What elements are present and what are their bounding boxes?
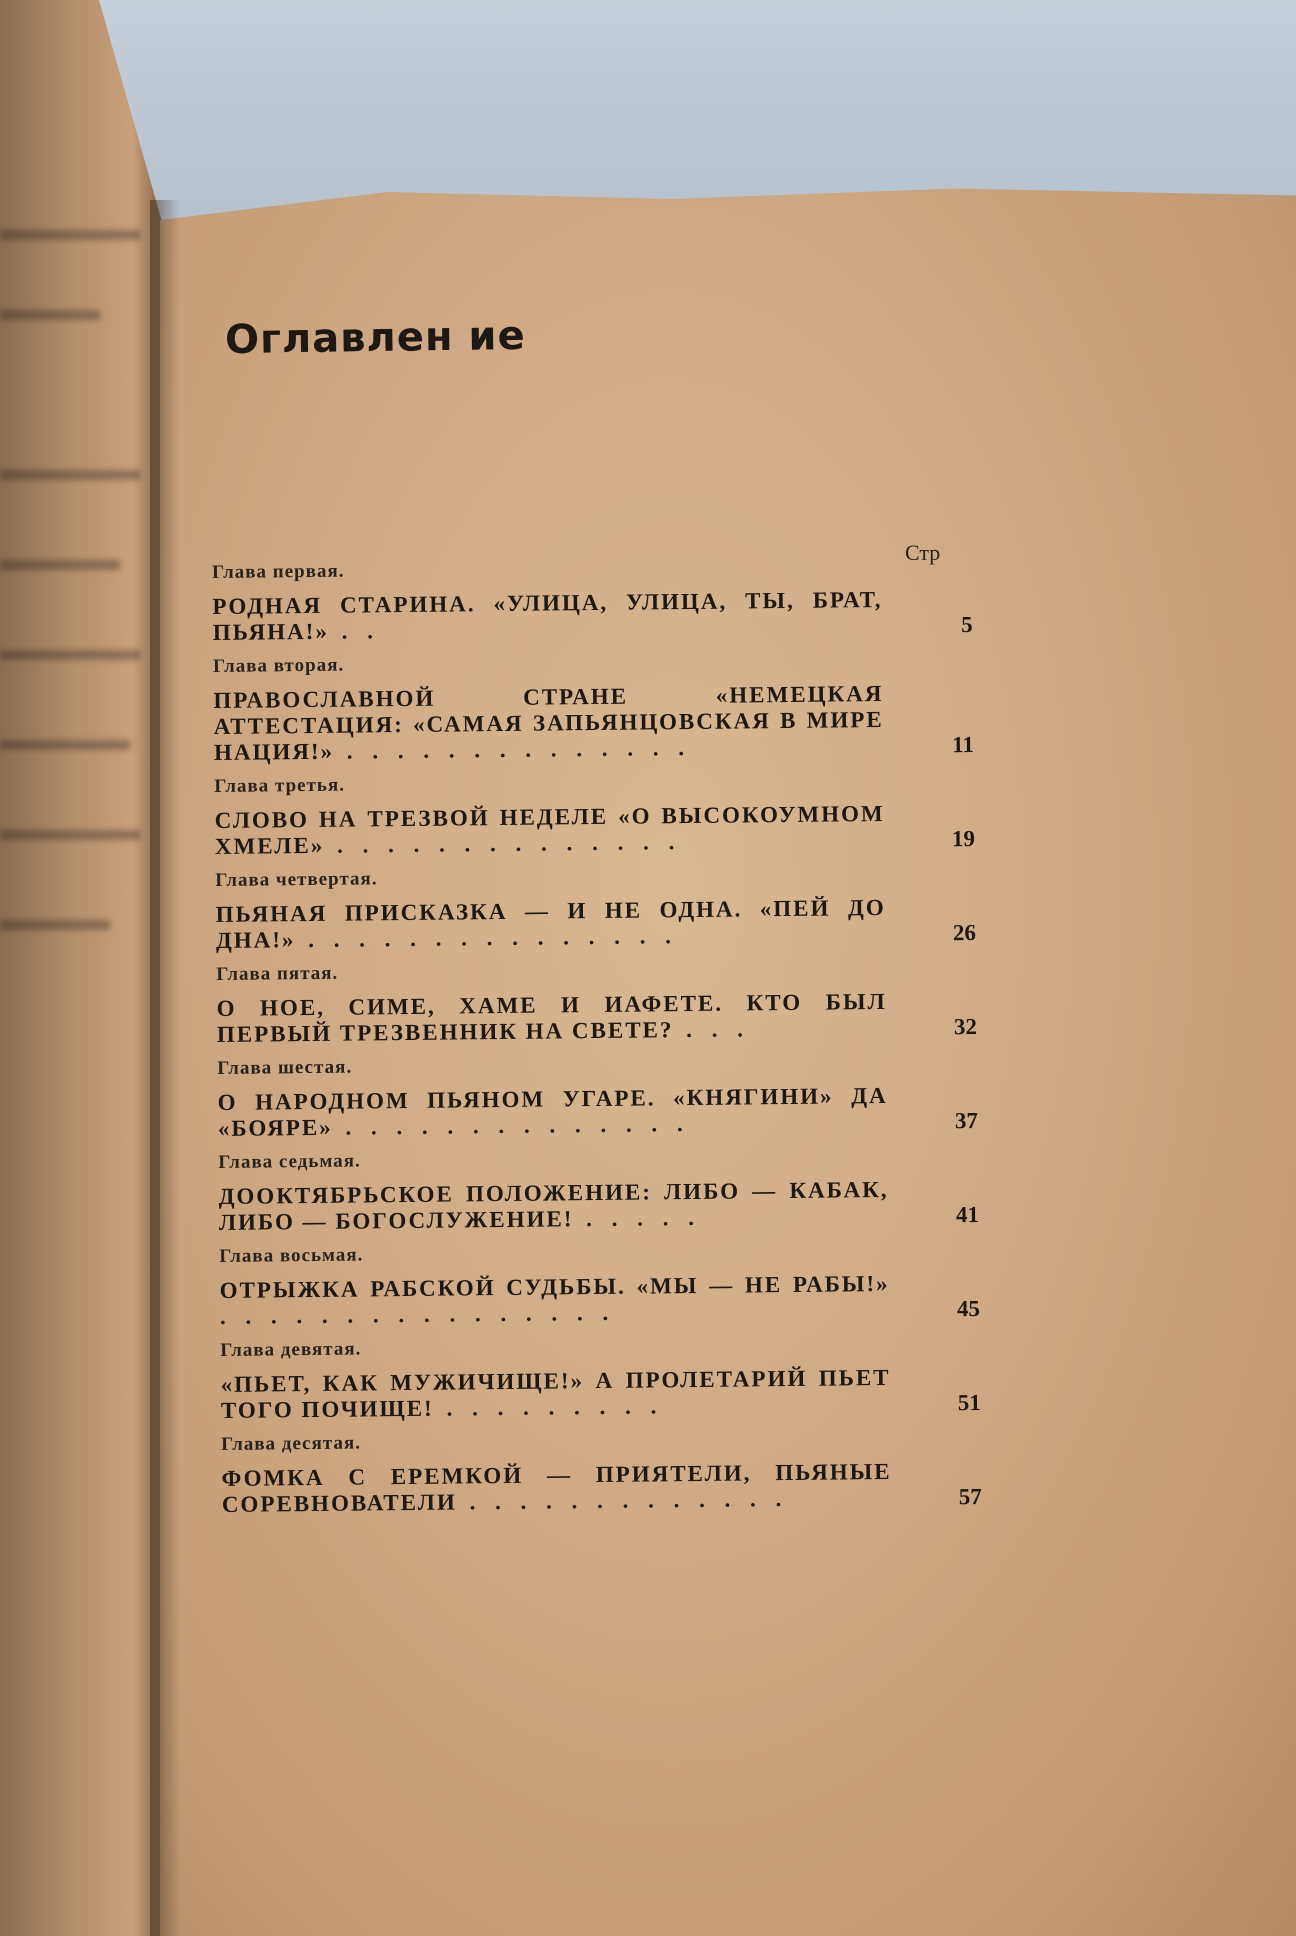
leader-dots: . . . . . . . . . . . . . — [456, 1486, 789, 1515]
leader-dots: . . . . . . . . . — [433, 1393, 664, 1421]
toc-entry — [213, 648, 974, 766]
book-gutter-shadow — [150, 200, 180, 1936]
leader-dots: . . . . . . . . . . . . . . — [333, 734, 692, 764]
left-page-text-bleed — [0, 310, 100, 320]
chapter-title: ПЬЯНАЯ ПРИСКАЗКА — И НЕ ОДНА. «ПЕЙ ДО ДНА!» . . . . . . . . . . . . . . . — [215, 894, 886, 953]
page-number: 57 — [958, 1483, 982, 1510]
chapter-label: Глава третья. — [214, 774, 346, 797]
leader-dots: . . . . . . . . . . . . . . — [324, 829, 682, 858]
chapter-title: ОТРЫЖКА РАБСКОЙ СУДЬБЫ. «МЫ — НЕ РАБЫ!» . . . . . . . . . . . . . . . . — [219, 1270, 890, 1329]
left-page-text-bleed — [0, 650, 140, 660]
chapter-title: СЛОВО НА ТРЕЗВОЙ НЕДЕЛЕ «О ВЫСОКОУМНОМ ХМЕЛЕ» . . . . . . . . . . . . . . — [214, 800, 885, 859]
toc-entry — [220, 1332, 981, 1424]
left-page-text-bleed — [0, 230, 140, 240]
leader-dots: . . — [328, 618, 381, 644]
leader-dots: . . . . . . . . . . . . . . — [332, 1111, 690, 1140]
chapter-title: РОДНАЯ СТАРИНА. «УЛИЦА, УЛИЦА, ТЫ, БРАТ, ПЬЯНА!» . . — [212, 586, 883, 645]
toc-entry — [219, 1238, 980, 1330]
leader-dots: . . . . . — [573, 1204, 702, 1232]
toc-list — [212, 554, 982, 1528]
left-page-text-bleed — [0, 740, 130, 750]
page-number: 45 — [956, 1296, 980, 1322]
leader-dots: . . . . . . . . . . . . . . . . — [219, 1299, 616, 1329]
toc-entry — [221, 1426, 982, 1518]
page-number: 41 — [955, 1202, 980, 1228]
page-number: 5 — [961, 612, 973, 638]
left-page-text-bleed — [0, 920, 110, 930]
chapter-label: Глава пятая. — [216, 962, 339, 985]
chapter-label: Глава десятая. — [221, 1432, 362, 1455]
page-number: 37 — [954, 1108, 979, 1134]
chapter-label: Глава первая. — [212, 560, 345, 583]
chapter-title: ПРАВОСЛАВНОЙ СТРАНЕ «НЕМЕЦКАЯ АТТЕСТАЦИЯ: «САМАЯ ЗАПЬЯНЦОВСКАЯ В МИРЕ НАЦИЯ!» . . . . . . . . . . . . . . — [213, 680, 884, 765]
toc-title-row — [217, 988, 978, 1048]
left-page-text-bleed — [0, 830, 140, 840]
page-title: Оглавлен ие — [224, 312, 526, 364]
leader-dots: . . . — [673, 1016, 751, 1043]
toc-title-row — [219, 1270, 980, 1330]
chapter-title: О НАРОДНОМ ПЬЯНОМ УГАРЕ. «КНЯГИНИ» ДА «БОЯРЕ» . . . . . . . . . . . . . . — [217, 1082, 888, 1141]
chapter-label: Глава вторая. — [212, 654, 345, 677]
toc-title-row — [213, 680, 974, 766]
toc-entry — [217, 1050, 978, 1142]
page-number: 32 — [953, 1014, 978, 1040]
chapter-label: Глава шестая. — [217, 1056, 353, 1079]
chapter-title: ДООКТЯБРЬСКОЕ ПОЛОЖЕНИЕ: ЛИБО — КАБАК, ЛИБО — БОГОСЛУЖЕНИЕ! . . . . . — [218, 1176, 889, 1235]
chapter-title: О НОЕ, СИМЕ, ХАМЕ И ИАФЕТЕ. КТО БЫЛ ПЕРВЫЙ ТРЕЗВЕННИК НА СВЕТЕ? . . . — [216, 988, 887, 1047]
chapter-title: ФОМКА С ЕРЕМКОЙ — ПРИЯТЕЛИ, ПЬЯНЫЕ СОРЕВНОВАТЕЛИ . . . . . . . . . . . . . — [221, 1458, 892, 1517]
page-column-label: Стр — [905, 540, 941, 565]
chapter-label: Глава восьмая. — [219, 1244, 364, 1267]
left-page-edge — [0, 0, 165, 1936]
toc-title-row — [215, 800, 976, 860]
toc-title-row — [219, 1176, 980, 1236]
toc-title-row — [216, 894, 977, 954]
toc-title-row — [218, 1082, 979, 1142]
chapter-label: Глава четвертая. — [215, 868, 378, 891]
toc-entry — [212, 554, 973, 646]
chapter-label: Глава девятая. — [220, 1338, 362, 1361]
toc-entry — [214, 768, 975, 860]
page-number: 26 — [952, 920, 977, 946]
page-number: 19 — [951, 826, 976, 852]
left-page-text-bleed — [0, 560, 120, 570]
toc-entry — [215, 862, 976, 954]
left-page-text-bleed — [0, 470, 140, 480]
toc-title-row — [212, 586, 973, 646]
chapter-title: «ПЬЕТ, КАК МУЖИЧИЩЕ!» А ПРОЛЕТАРИЙ ПЬЕТ ТОГО ПОЧИЩЕ! . . . . . . . . . — [220, 1364, 891, 1423]
leader-dots: . . . . . . . . . . . . . . . — [295, 923, 679, 953]
toc-title-row — [220, 1364, 981, 1424]
page-number: 11 — [952, 732, 975, 758]
toc-entry — [218, 1144, 979, 1236]
chapter-label: Глава седьмая. — [218, 1150, 361, 1173]
toc-title-row — [221, 1458, 982, 1518]
page-number: 51 — [957, 1389, 981, 1416]
toc-entry — [216, 956, 977, 1048]
